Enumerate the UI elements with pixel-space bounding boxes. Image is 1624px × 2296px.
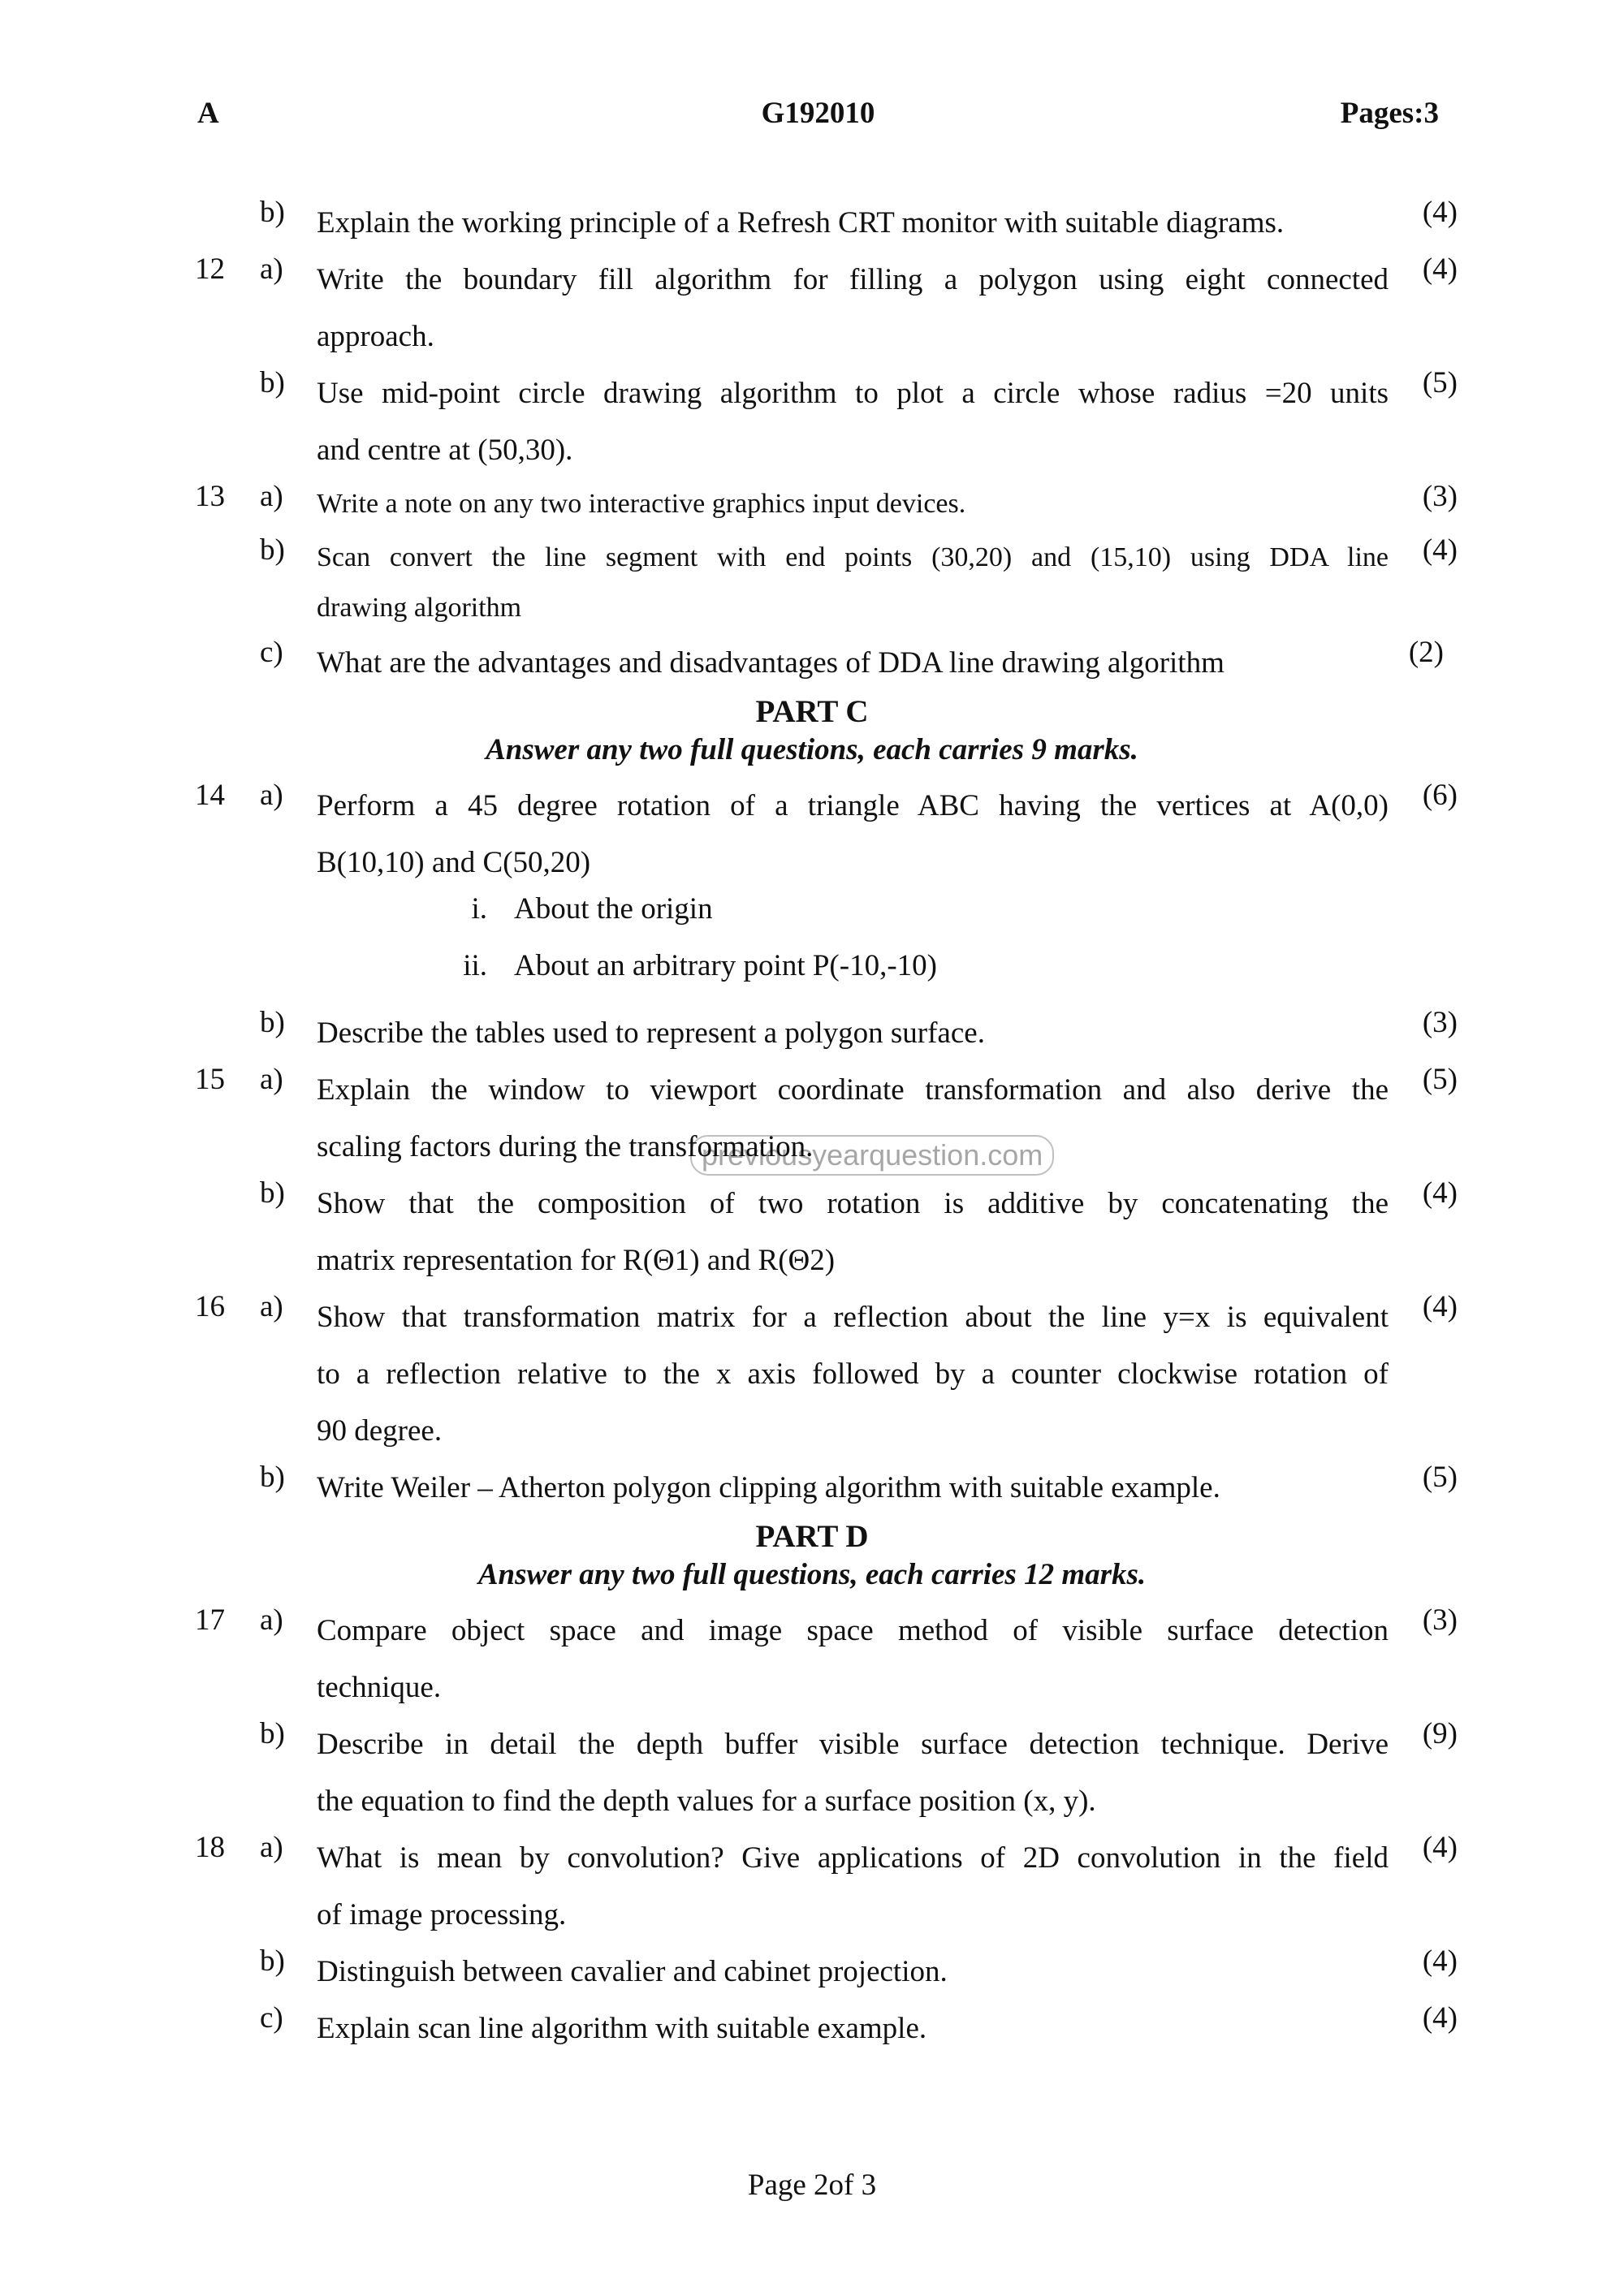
text-line: B(10,10) and C(50,20): [317, 846, 591, 879]
text-line: approach.: [317, 320, 434, 353]
item-number: ii.: [463, 949, 487, 982]
marks: (9): [1422, 1717, 1458, 1750]
question-16b: [0, 1460, 1624, 1517]
question-12a: [0, 252, 1624, 365]
question-text: Distinguish between cavalier and cabinet projection.: [317, 1955, 948, 1988]
marks: (2): [1408, 636, 1444, 669]
list-item: [0, 891, 1624, 948]
page-header: [197, 96, 1439, 136]
part-c-instruction: Answer any two full questions, each carries 9 marks.: [486, 733, 1138, 766]
question-number: 15: [195, 1063, 225, 1096]
marks: (4): [1422, 252, 1458, 286]
question-18a: [0, 1830, 1624, 1944]
question-13c: [0, 635, 1624, 692]
marks: (4): [1422, 1944, 1458, 1978]
item-text: About an arbitrary point P(-10,-10): [514, 949, 937, 982]
watermark: previousyearquestion.com: [690, 1135, 1054, 1176]
text-line: drawing algorithm: [317, 593, 522, 623]
marks: (4): [1422, 196, 1458, 229]
question-text: [317, 1830, 1389, 1944]
sub-label: a): [260, 1603, 283, 1637]
question-text: [317, 252, 1389, 365]
text-line: Compare object space and image space method of visible surface detection: [317, 1614, 1389, 1647]
sub-label: a): [260, 779, 283, 812]
text-line: scaling factors during the transformation.: [317, 1130, 814, 1163]
question-text: [317, 1603, 1389, 1716]
text-line: Show that transformation matrix for a reflection about the line y=x is equivalent: [317, 1301, 1389, 1334]
marks: (6): [1422, 779, 1458, 812]
text-line: the equation to find the depth values for a surface position (x, y).: [317, 1785, 1096, 1818]
text-line: to a reflection relative to the x axis followed by a counter clockwise rotation of: [317, 1357, 1389, 1391]
marks: (4): [1422, 1176, 1458, 1210]
question-13a: [0, 479, 1624, 533]
marks: (3): [1422, 1006, 1458, 1039]
text-line: Perform a 45 degree rotation of a triangle ABC having the vertices at A(0,0): [317, 789, 1389, 822]
question-number: 14: [195, 779, 225, 812]
text-line: Describe in detail the depth buffer visible surface detection technique. Derive: [317, 1728, 1389, 1761]
sub-label: b): [260, 1006, 285, 1039]
part-d-instruction: Answer any two full questions, each carries 12 marks.: [477, 1558, 1147, 1591]
text-line: Explain the window to viewport coordinate transformation and also derive the: [317, 1073, 1389, 1107]
question-number: 12: [195, 252, 225, 286]
marks: (5): [1422, 366, 1458, 399]
question-14b: [0, 1005, 1624, 1062]
sub-label: b): [260, 366, 285, 399]
item-number: i.: [471, 892, 487, 926]
text-line: Write the boundary fill algorithm for filling a polygon using eight connected: [317, 263, 1389, 296]
question-number: 18: [195, 1831, 225, 1864]
paper-code: G192010: [761, 97, 875, 130]
sub-label: a): [260, 1290, 283, 1323]
text-line: What is mean by convolution? Give applications of 2D convolution in the field: [317, 1841, 1389, 1875]
question-text: [317, 1716, 1389, 1830]
list-item: [0, 948, 1624, 1005]
marks: (4): [1422, 533, 1458, 567]
marks: (3): [1422, 480, 1458, 513]
sub-label: c): [260, 636, 283, 669]
page-footer: Page 2of 3: [747, 2169, 877, 2202]
text-line: Use mid-point circle drawing algorithm to plot a circle whose radius =20 units: [317, 377, 1389, 410]
question-17b: [0, 1716, 1624, 1830]
question-text: What are the advantages and disadvantages of DDA line drawing algorithm: [317, 646, 1224, 680]
text-line: and centre at (50,30).: [317, 434, 573, 467]
text-line: of image processing.: [317, 1898, 567, 1931]
marks: (3): [1422, 1603, 1458, 1637]
question-text: [317, 778, 1389, 891]
sub-label: b): [260, 1176, 285, 1210]
question-13b: [0, 533, 1624, 635]
text-line: matrix representation for R(Θ1) and R(Θ2): [317, 1244, 836, 1277]
question-list: [0, 195, 1624, 2057]
question-text: [317, 1176, 1389, 1289]
question-18b: [0, 1944, 1624, 2000]
sub-label: a): [260, 252, 283, 286]
part-d-title: PART D: [755, 1519, 869, 1554]
question-text: [317, 533, 1389, 633]
question-15b: [0, 1176, 1624, 1289]
text-line: Scan convert the line segment with end points (30,20) and (15,10) using DDA line: [317, 542, 1389, 572]
question-number: 16: [195, 1290, 225, 1323]
question-text: [317, 1289, 1389, 1460]
question-number: 17: [195, 1603, 225, 1637]
text-line: 90 degree.: [317, 1414, 443, 1448]
part-c-title: PART C: [755, 694, 869, 729]
question-text: Explain the working principle of a Refresh CRT monitor with suitable diagrams.: [317, 206, 1285, 240]
sub-label: b): [260, 196, 285, 229]
sub-label: a): [260, 1831, 283, 1864]
question-text: Explain scan line algorithm with suitable example.: [317, 2012, 927, 2045]
sub-label: c): [260, 2001, 283, 2035]
page-count: Pages:3: [1340, 97, 1439, 130]
question-number: 13: [195, 480, 225, 513]
text-line: technique.: [317, 1671, 442, 1704]
question-text: Write a note on any two interactive graphics input devices.: [317, 489, 966, 519]
text-line: Show that the composition of two rotation is additive by concatenating the: [317, 1187, 1389, 1220]
sub-label: b): [260, 533, 285, 567]
question-text: Describe the tables used to represent a polygon surface.: [317, 1016, 985, 1050]
question-12b: [0, 365, 1624, 479]
question-18c: [0, 2000, 1624, 2057]
marks: (4): [1422, 1831, 1458, 1864]
marks: (4): [1422, 2001, 1458, 2035]
item-text: About the origin: [514, 892, 713, 926]
paper-set: A: [197, 97, 219, 130]
sub-label: b): [260, 1461, 285, 1494]
marks: (4): [1422, 1290, 1458, 1323]
sub-label: a): [260, 480, 283, 513]
question-17a: [0, 1603, 1624, 1716]
question-text: [317, 365, 1389, 479]
sub-label: a): [260, 1063, 283, 1096]
sub-label: b): [260, 1717, 285, 1750]
marks: (5): [1422, 1461, 1458, 1494]
question-11b: [0, 195, 1624, 252]
question-16a: [0, 1289, 1624, 1460]
question-14a: [0, 778, 1624, 891]
sub-label: b): [260, 1944, 285, 1978]
question-text: Write Weiler – Atherton polygon clipping algorithm with suitable example.: [317, 1471, 1220, 1504]
marks: (5): [1422, 1063, 1458, 1096]
